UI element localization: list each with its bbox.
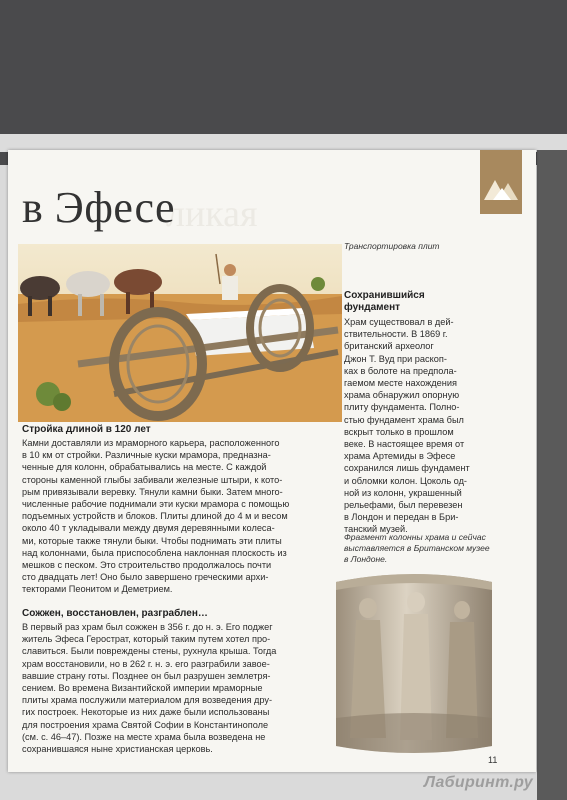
- foundation-heading-line-2: фундамент: [344, 302, 401, 313]
- column-relief-image: [328, 568, 500, 758]
- foundation-line: плиту фундамента. Полно-: [344, 402, 460, 413]
- foundation-line: Джон Т. Вуд при раскоп-: [344, 353, 447, 364]
- page-title: в Эфесе: [22, 183, 176, 232]
- construction-text: [22, 437, 342, 596]
- destroyed-text: [22, 621, 342, 755]
- foundation-line: стью фундамент храма был: [344, 414, 464, 425]
- construction-line: мешков с песком. Это строительство продолжалось почти: [22, 560, 272, 571]
- foundation-line: ствительности. В 1869 г.: [344, 329, 448, 340]
- book-page: [8, 150, 536, 772]
- destroyed-line: житель Эфеса Герострат, который таким путем хотел про-: [22, 634, 271, 645]
- foundation-line: храма Артемиды в Эфесе: [344, 451, 456, 462]
- foundation-line: ной из колонн, украшенный: [344, 487, 462, 498]
- page-number: 11: [488, 755, 498, 765]
- destroyed-heading: Сожжен, восстановлен, разграблен…: [22, 608, 208, 619]
- foundation-line: рельефами, был перевезен: [344, 500, 463, 511]
- slab-transport-illustration: [18, 244, 342, 422]
- foundation-line: танский музей.: [344, 524, 408, 535]
- construction-line: около 40 т укладывали между двумя деревянными колеса-: [22, 523, 275, 534]
- foundation-heading: [344, 290, 524, 314]
- destroyed-line: гих построек. Некоторые из них даже были использованы: [22, 707, 270, 718]
- foundation-text: [344, 316, 524, 536]
- destroyed-line: сением. Во времена Византийской империи мраморные: [22, 683, 263, 694]
- foundation-line: вскрыт только в прошлом: [344, 426, 454, 437]
- construction-line: в 10 км от стройки. Различные куски мрамора, предназна-: [22, 450, 271, 461]
- illustration-caption: Транспортировка плит: [344, 241, 440, 251]
- pyramid-icon: [480, 150, 522, 214]
- destroyed-line: плиты храма послужили материалом для возведения дру-: [22, 695, 273, 706]
- destroyed-line: славиться. Были повреждены стены, рухнула крыша. Тогда: [22, 646, 277, 657]
- destroyed-line: В первый раз храм был сожжен в 356 г. до н. э. Его поджег: [22, 622, 273, 632]
- destroyed-line: храм восстановили, но в 262 г. н. э. его разграбили завое-: [22, 658, 270, 669]
- fragment-caption-line: Фрагмент колонны храма и сейчас: [344, 532, 486, 542]
- scan-background-right: [537, 150, 567, 800]
- scan-background-top: [0, 0, 567, 165]
- construction-line: текторами Пеонитом и Деметрием.: [22, 584, 173, 595]
- foundation-line: в Лондон и передан в Бри-: [344, 512, 459, 523]
- watermark: Лабиринт.ру: [424, 774, 533, 791]
- foundation-heading-line-1: Сохранившийся: [344, 290, 425, 301]
- construction-line: ми, которые также тянули быки. Чтобы поднимать эти плиты: [22, 535, 282, 546]
- foundation-line: веке. В настоящее время от: [344, 439, 465, 450]
- faded-heading: ликая: [166, 193, 258, 235]
- foundation-line: и обломки колон. Цоколь од-: [344, 475, 467, 486]
- foundation-line: сохранился лишь фундамент: [344, 463, 470, 474]
- foundation-line: британский археолог: [344, 341, 434, 352]
- destroyed-line: сохранившаяся ныне христианская церковь.: [22, 744, 213, 755]
- foundation-line: ках в болоте на предпола-: [344, 365, 457, 376]
- destroyed-line: (см. с. 46–47). Позже на месте храма была возведена не: [22, 731, 266, 742]
- construction-line: рым привязывали веревку. Тянули камни быки. Затем много-: [22, 486, 283, 497]
- fragment-caption: [344, 532, 524, 565]
- construction-line: над колоннами, была приспособлена наклонная плоскость из: [22, 547, 287, 558]
- fragment-caption-line: выставляется в Британском музее: [344, 543, 490, 553]
- construction-line: Камни доставляли из мраморного карьера, расположенного: [22, 438, 280, 448]
- destroyed-line: вавшие страну готы. Позднее он был разрушен землетря-: [22, 670, 271, 681]
- construction-heading: Стройка длиной в 120 лет: [22, 424, 151, 435]
- fragment-caption-line: в Лондоне.: [344, 554, 388, 564]
- construction-line: ченные для колонн, обрабатывались на месте. С каждой: [22, 462, 267, 473]
- construction-line: сто двадцать лет! Оно было завершено греческими архи-: [22, 572, 269, 583]
- foundation-line: гаемом месте нахождения: [344, 378, 457, 389]
- construction-line: подъемных устройств и блоков. Плиты длиной до 4 м и весом: [22, 511, 288, 522]
- destroyed-line: для построения храма Святой Софии в Константинополе: [22, 719, 269, 730]
- construction-line: численные рабочие поднимали эти куски мрамора с помощью: [22, 499, 290, 510]
- foundation-line: Храм существовал в дей-: [344, 317, 454, 327]
- foundation-line: храма обнаружил опорную: [344, 390, 460, 401]
- construction-line: стороны каменной глыбы забивали железные штыри, к кото-: [22, 474, 283, 485]
